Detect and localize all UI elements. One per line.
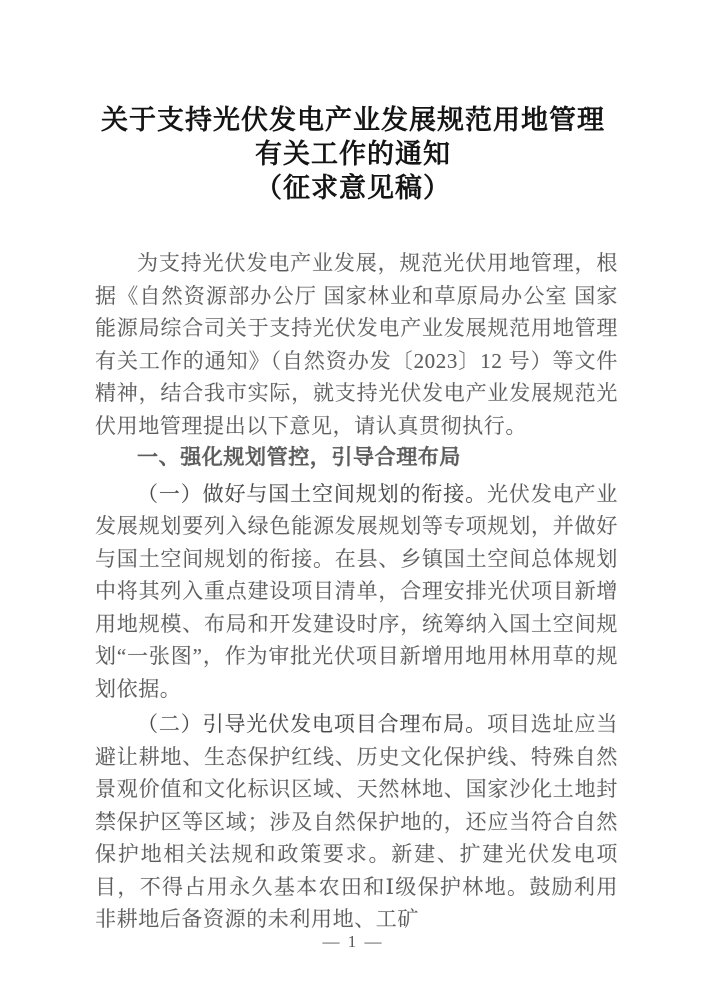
document-title-line-1: 关于支持光伏发电产业发展规范用地管理	[101, 105, 605, 135]
section-item-2-lead: （二）引导光伏发电项目合理布局。	[137, 712, 488, 736]
section-item-2-text: 项目选址应当避让耕地、生态保护红线、历史文化保护线、特殊自然景观价值和文化标识区域、天然林地、国家沙化土地封禁保护区等区域；涉及自然保护地的，还应当符合自然保护地相关法规和政策要求。新建、扩建光伏发电项目，不得占用永久基本农田和Ⅰ级保护林地。鼓励利用非耕地后备资源的未利用地、工矿	[95, 712, 618, 931]
intro-paragraph: 为支持光伏发电产业发展，规范光伏用地管理，根据《自然资源部办公厅 国家林业和草原局办公室 国家能源局综合司关于支持光伏发电产业发展规范用地管理有关工作的通知》（自然资办发〔2023〕12 号）等文件精神，结合我市实际，就支持光伏发电产业发展规范光伏用地管理提出以下意见，请认真贯彻执行。	[95, 251, 618, 438]
document-body	[95, 247, 618, 936]
document-title-line-2: 有关工作的通知	[255, 139, 451, 169]
section-item-1-lead: （一）做好与国土空间规划的衔接。	[137, 481, 488, 506]
document-title-line-3: （征求意见稿）	[255, 173, 451, 203]
section-heading-1: 一、强化规划管控，引导合理布局	[137, 446, 461, 469]
section-item-1	[95, 478, 618, 706]
page-number: — 1 —	[322, 932, 384, 951]
section-item-1-text: 光伏发电产业发展规划要列入绿色能源发展规划等专项规划，并做好与国土空间规划的衔接。在县、乡镇国土空间总体规划中将其列入重点建设项目清单，合理安排光伏项目新增用地规模、布局和开发建设时序，统筹纳入国土空间规划“一张图”，作为审批光伏项目新增用地用林用草的规划依据。	[95, 481, 618, 701]
section-item-2	[95, 708, 618, 936]
document-title	[0, 103, 706, 205]
